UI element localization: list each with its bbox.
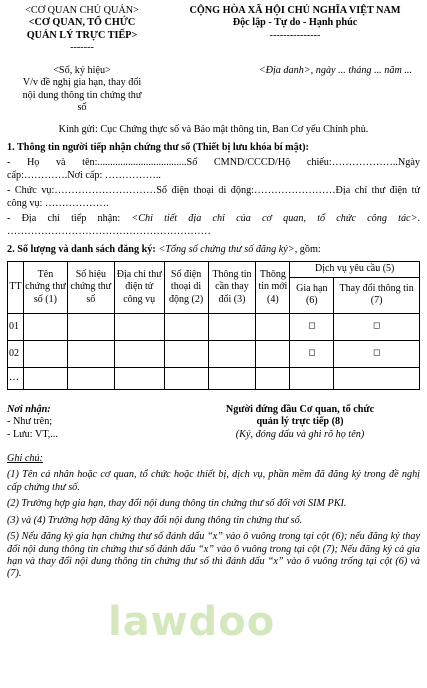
agency-dash: ------- — [70, 42, 94, 54]
renew-checkbox[interactable] — [290, 367, 334, 389]
cell[interactable] — [256, 313, 290, 340]
header-renew: Gia hạn (6) — [290, 277, 334, 313]
notes-title: Ghi chú: — [7, 452, 43, 464]
national-title-block — [170, 5, 420, 55]
note-5: (5) Nếu đăng ký gia hạn chứng thư số đánh dấu “x” vào ô vuông trong tại cột (6); nếu đăng ký thay đổi nội dung thông tin chứng thư số đánh dấu “x” vào ô vuông trong tại cột (7); Nếu đăng ký cả gia hạn và thay đổi nội dung thông tin chứng thư số thì đánh dấu “x” vào ô vuông trống tại cột (6) và (7). — [7, 531, 420, 580]
signer-block — [180, 404, 420, 441]
section1-title: 1. Thông tin người tiếp nhận chứng thư số (Thiết bị lưu khóa bí mật): — [7, 141, 309, 153]
table-row — [8, 367, 420, 389]
subject-line2: nội dung thông tin chứng thư — [22, 89, 142, 101]
change-checkbox[interactable]: ◻ — [334, 340, 420, 367]
addressee: Kính gửi: Cục Chứng thực số và Bảo mật thông tin, Ban Cơ yếu Chính phủ. — [58, 123, 369, 135]
watermark-text: lawdoo — [108, 599, 276, 645]
signer-line1: Người đứng đầu Cơ quan, tổ chức — [225, 403, 375, 415]
reference-row — [7, 65, 420, 115]
recipient-2: - Lưu: VT,... — [7, 428, 58, 440]
address-placeholder: <Chi tiết địa chỉ của cơ quan, tổ chức công tác> — [131, 213, 418, 225]
cell[interactable] — [114, 313, 164, 340]
cell[interactable] — [23, 367, 67, 389]
renew-checkbox[interactable]: ◻ — [290, 340, 334, 367]
cell[interactable] — [208, 340, 256, 367]
cell[interactable] — [67, 367, 114, 389]
cell[interactable] — [67, 340, 114, 367]
agency-block — [7, 5, 157, 55]
recipients-title: Nơi nhận: — [7, 403, 51, 415]
table-header-row — [8, 262, 420, 277]
row-tt: … — [8, 367, 24, 389]
notes-block — [7, 453, 420, 581]
change-checkbox[interactable]: ◻ — [334, 313, 420, 340]
subject-line3: số — [77, 102, 87, 114]
section2-title — [7, 244, 420, 256]
signature-block — [7, 404, 420, 441]
cell[interactable] — [164, 367, 208, 389]
cell[interactable] — [23, 313, 67, 340]
agency-line2: QUẢN LÝ TRỰC TIẾP> — [26, 29, 138, 41]
recipients-block — [7, 404, 157, 441]
header-certificate-number: Số hiệu chứng thư số — [67, 262, 114, 313]
registration-table — [7, 261, 420, 389]
header-phone: Số điện thoại di động (2) — [164, 262, 208, 313]
header-info-to-change: Thông tin cần thay đổi (3) — [208, 262, 256, 313]
section1-line1: - Họ và tên:...................................Số CMND/CCCD/Hộ chiếu:………………..Ngày cấp:………….Nơi cấp: …………….. — [7, 157, 420, 181]
header-email: Địa chỉ thư điện tử công vụ — [114, 262, 164, 313]
cell[interactable] — [164, 340, 208, 367]
address-label: - Địa chỉ tiếp nhận: — [7, 213, 132, 225]
place-date: <Địa danh>, ngày ... tháng ... năm ... — [258, 64, 412, 76]
section2-suffix: , gồm: — [294, 244, 321, 255]
section1-line2: - Chức vụ:…………………………Số điện thoại di động:……………………Địa chỉ thư điện tử công vụ: ………………. — [7, 185, 420, 209]
note-3: (3) và (4) Trường hợp đăng ký thay đổi nội dung thông tin chứng thư số. — [7, 514, 303, 526]
table-row — [8, 313, 420, 340]
document-number: <Số, ký hiệu> — [53, 64, 111, 76]
cell[interactable] — [256, 367, 290, 389]
section1-line3 — [7, 213, 420, 238]
signer-line2: quản lý trực tiếp (8) — [256, 416, 344, 428]
cell[interactable] — [208, 367, 256, 389]
reference-block — [7, 65, 157, 115]
note-1: (1) Tên cá nhân hoặc cơ quan, tổ chức hoặc thiết bị, dịch vụ, phần mềm đã đăng ký trong đề nghị cấp chứng thư số. — [7, 469, 420, 493]
header-tt: TT — [8, 262, 24, 313]
motto-dash: --------------- — [269, 29, 321, 41]
cell[interactable] — [256, 340, 290, 367]
agency-parent: <CƠ QUAN CHỦ QUẢN> — [25, 5, 139, 16]
document-header — [7, 5, 420, 55]
header-new-info: Thông tin mới (4) — [256, 262, 290, 313]
note-2: (2) Trường hợp gia hạn, thay đổi nội dung thông tin chứng thư số đối với SIM PKI. — [7, 498, 347, 510]
row-tt: 01 — [8, 313, 24, 340]
cell[interactable] — [208, 313, 256, 340]
cell[interactable] — [23, 340, 67, 367]
header-service: Dịch vụ yêu cầu (5) — [290, 262, 420, 277]
change-checkbox[interactable] — [334, 367, 420, 389]
section2-title-text: 2. Số lượng và danh sách đăng ký: — [7, 244, 159, 255]
cell[interactable] — [114, 340, 164, 367]
agency-line1: <CƠ QUAN, TỔ CHỨC — [28, 17, 136, 29]
address-dots: . …………………………………………………… — [7, 213, 420, 237]
row-tt: 02 — [8, 340, 24, 367]
recipient-1: - Như trên; — [7, 416, 53, 428]
signer-note: (Ký, đóng dấu và ghi rõ họ tên) — [235, 428, 365, 440]
subject-line1: V/v đề nghị gia hạn, thay đổi — [22, 77, 142, 89]
motto: Độc lập - Tự do - Hạnh phúc — [232, 17, 358, 29]
cell[interactable] — [67, 313, 114, 340]
cell[interactable] — [114, 367, 164, 389]
country-name: CỘNG HÒA XÃ HỘI CHỦ NGHĨA VIỆT NAM — [189, 5, 401, 16]
header-change-info: Thay đổi thông tin (7) — [334, 277, 420, 313]
section2-placeholder: <Tổng số chứng thư số đăng ký> — [158, 244, 295, 255]
cell[interactable] — [164, 313, 208, 340]
renew-checkbox[interactable]: ◻ — [290, 313, 334, 340]
header-certificate-name: Tên chứng thư số (1) — [23, 262, 67, 313]
table-row — [8, 340, 420, 367]
